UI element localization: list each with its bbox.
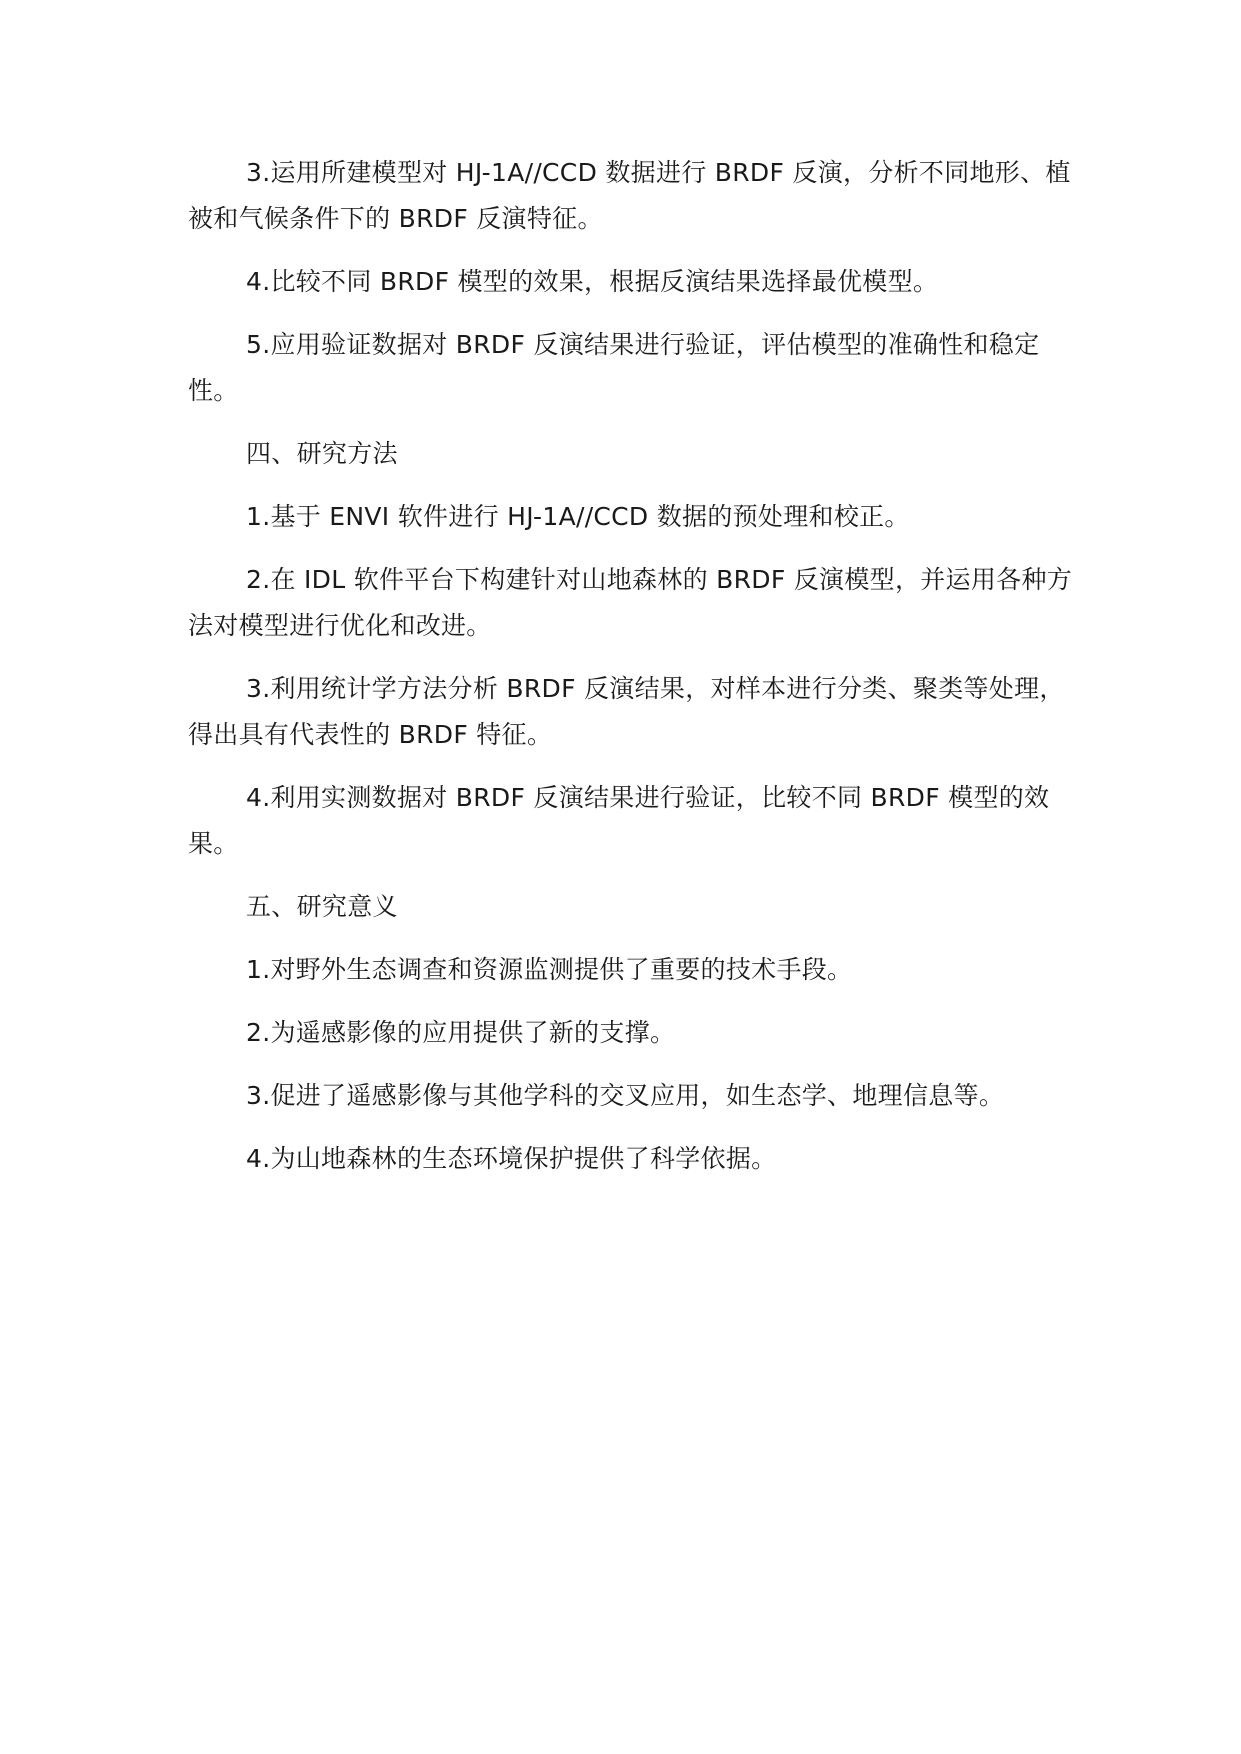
document-body bbox=[188, 150, 1073, 1199]
section-heading-research-significance: 五、研究意义 bbox=[246, 892, 398, 921]
paragraph-research-method-3: 3.利用统计学方法分析 BRDF 反演结果，对样本进行分类、聚类等处理，得出具有代表性的 BRDF 特征。 bbox=[188, 674, 1065, 749]
paragraph-significance-4: 4.为山地森林的生态环境保护提供了科学依据。 bbox=[246, 1144, 777, 1173]
paragraph-significance-3: 3.促进了遥感影像与其他学科的交叉应用，如生态学、地理信息等。 bbox=[246, 1081, 1005, 1110]
section-heading-research-methods: 四、研究方法 bbox=[246, 439, 398, 468]
paragraph-significance-2: 2.为遥感影像的应用提供了新的支撑。 bbox=[246, 1018, 676, 1047]
paragraph-method-step-3: 3.运用所建模型对 HJ-1A//CCD 数据进行 BRDF 反演，分析不同地形、植被和气候条件下的 BRDF 反演特征。 bbox=[188, 158, 1071, 233]
paragraph-research-method-1: 1.基于 ENVI 软件进行 HJ-1A//CCD 数据的预处理和校正。 bbox=[246, 502, 910, 531]
paragraph-significance-1: 1.对野外生态调查和资源监测提供了重要的技术手段。 bbox=[246, 955, 853, 984]
paragraph-research-method-4: 4.利用实测数据对 BRDF 反演结果进行验证，比较不同 BRDF 模型的效果。 bbox=[188, 783, 1050, 858]
paragraph-method-step-4: 4.比较不同 BRDF 模型的效果，根据反演结果选择最优模型。 bbox=[246, 267, 939, 296]
paragraph-method-step-5: 5.应用验证数据对 BRDF 反演结果进行验证，评估模型的准确性和稳定性。 bbox=[188, 330, 1040, 405]
paragraph-research-method-2: 2.在 IDL 软件平台下构建针对山地森林的 BRDF 反演模型，并运用各种方法对模型进行优化和改进。 bbox=[188, 565, 1073, 640]
